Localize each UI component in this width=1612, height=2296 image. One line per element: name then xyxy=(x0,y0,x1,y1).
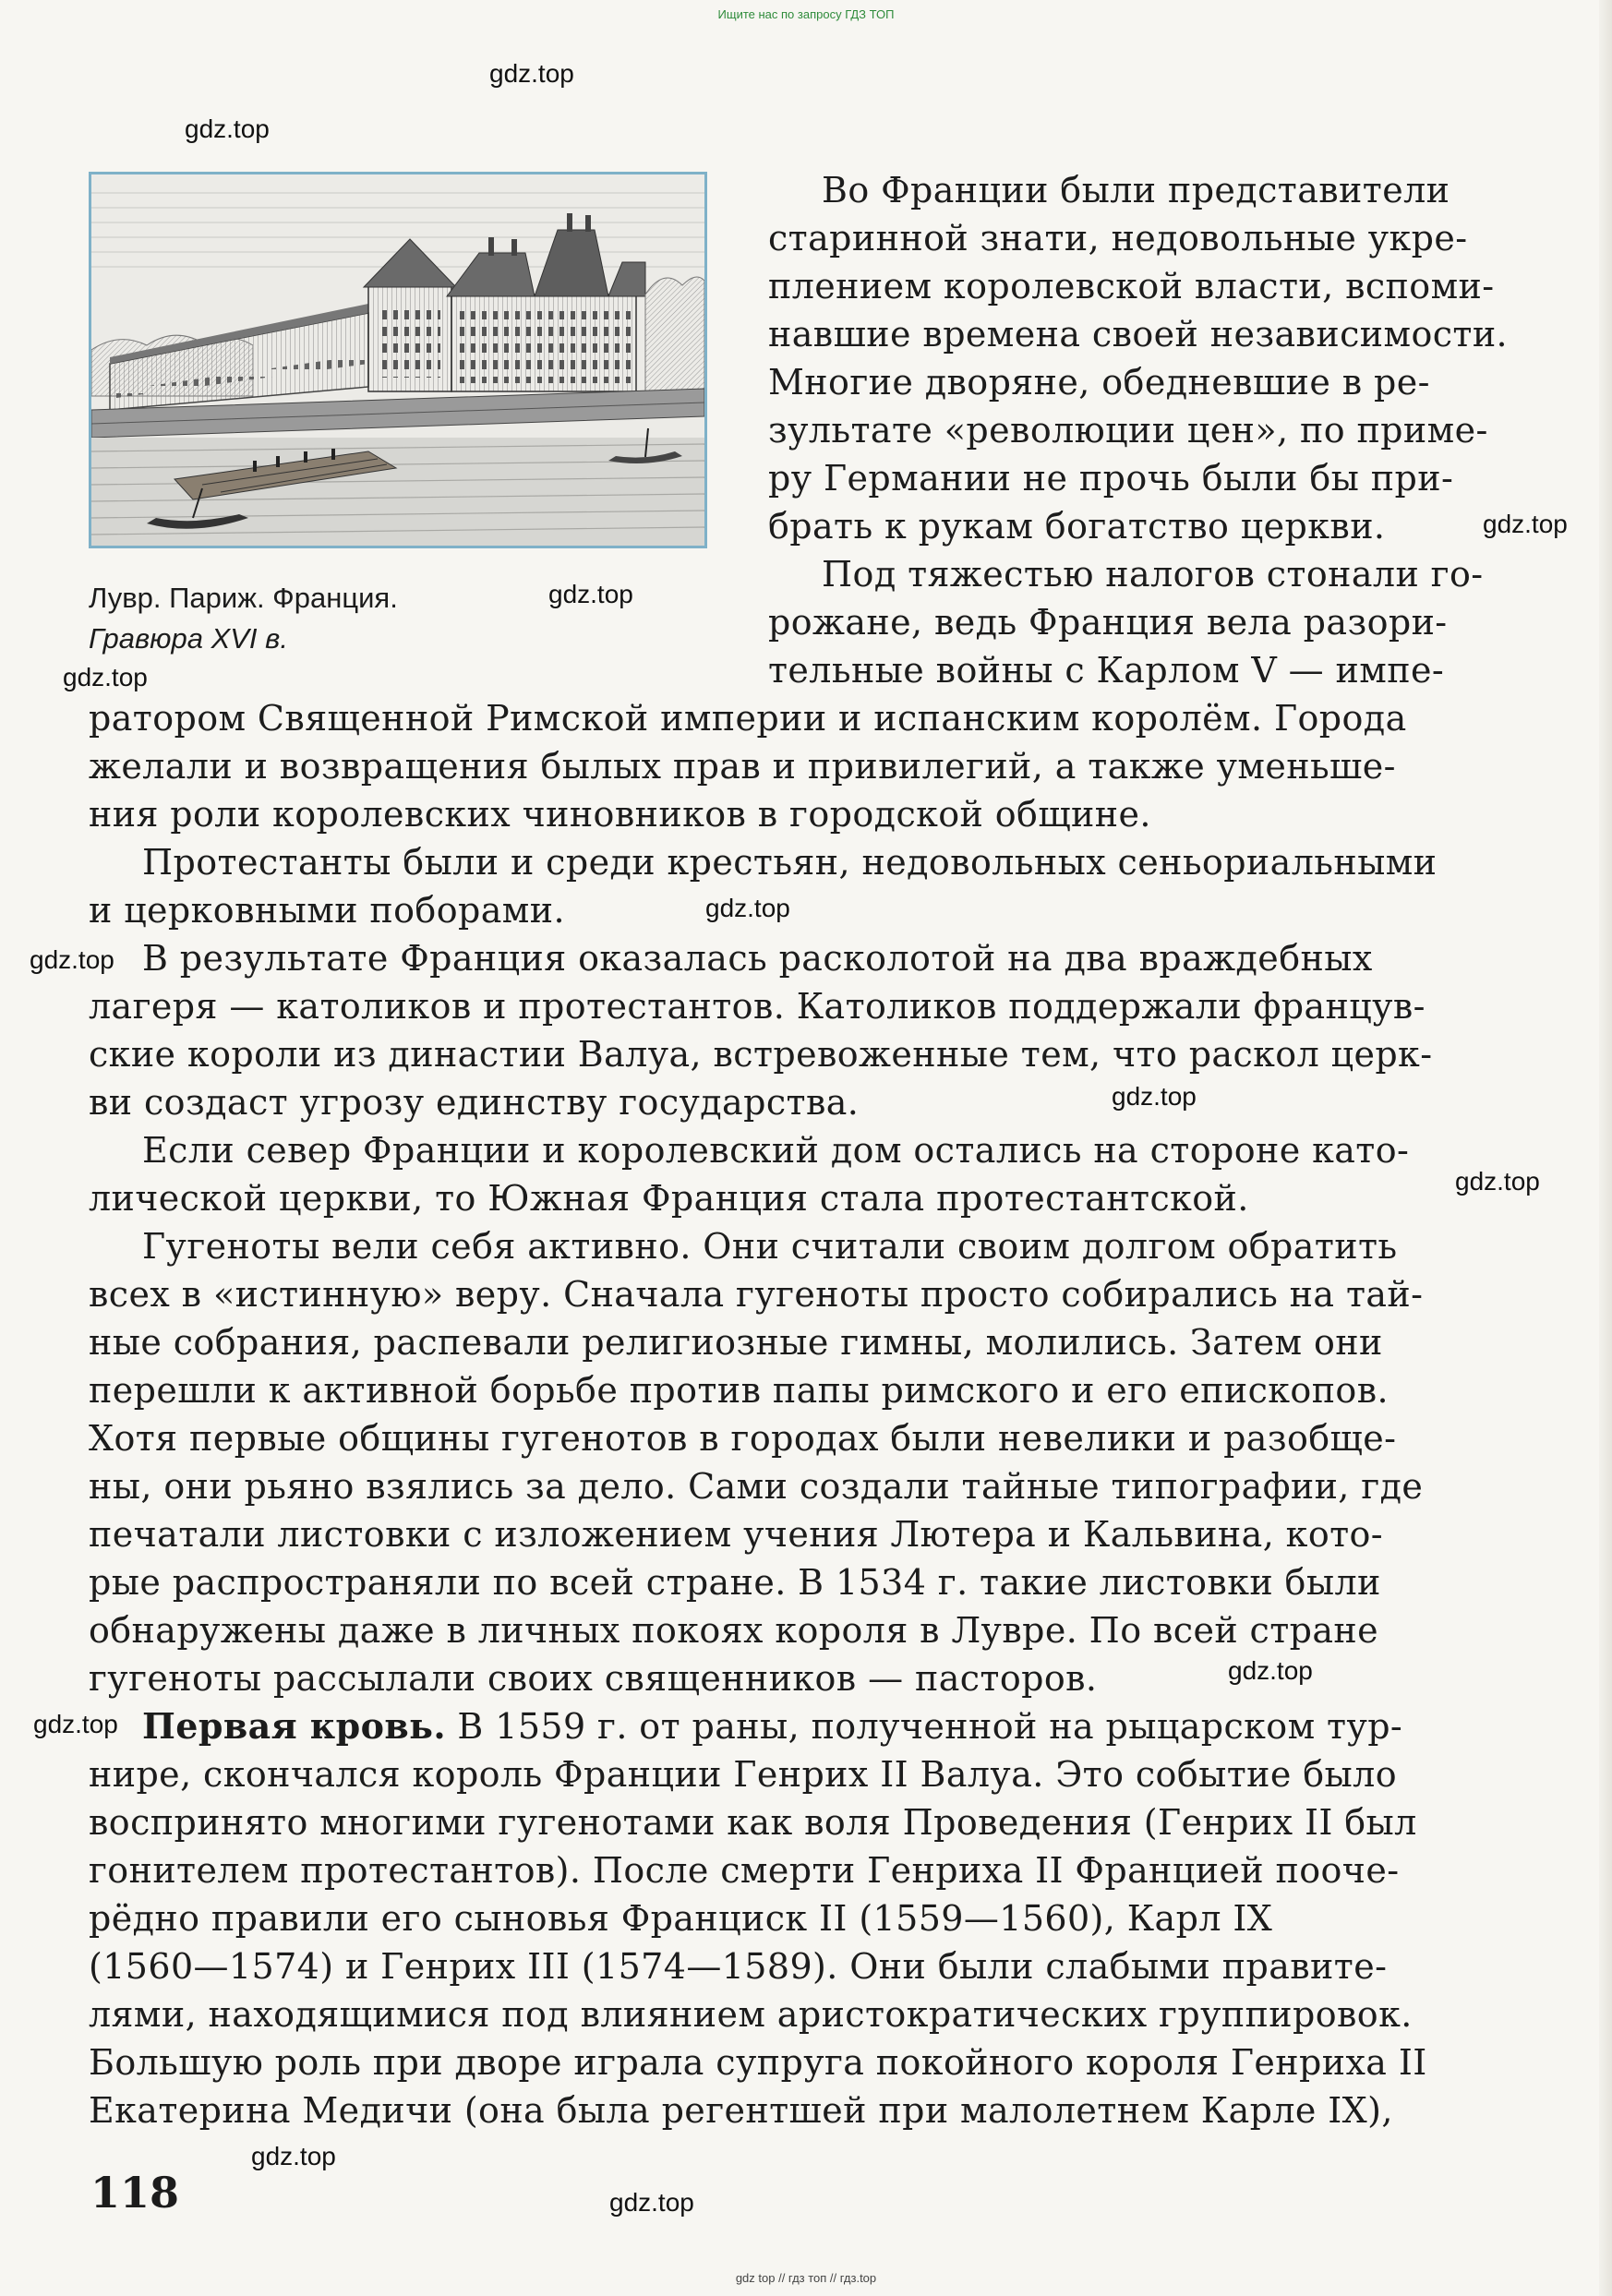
text-line: перешли к активной борьбе против папы римского и его епископов. xyxy=(89,1370,1389,1411)
text-line: Хотя первые общины гугенотов в городах были невелики и разобще- xyxy=(89,1418,1397,1459)
watermark: gdz.top xyxy=(63,663,148,691)
caption-line-1: Лувр. Париж. Франция. xyxy=(89,582,398,614)
text-line: Гугеноты вели себя активно. Они считали своим долгом обратить xyxy=(142,1226,1398,1267)
watermark: gdz.top xyxy=(609,2188,694,2217)
watermark: gdz.top xyxy=(30,945,114,974)
watermark: gdz.top xyxy=(489,59,574,88)
text-line: плением королевской власти, вспоми- xyxy=(768,266,1495,307)
text-line: Екатерина Медичи (она была регентшей при малолетнем Карле IX), xyxy=(89,2090,1393,2131)
text-line: лической церкви, то Южная Франция стала протестантской. xyxy=(89,1178,1249,1219)
text-line: Большую роль при дворе играла супруга покойного короля Генриха II xyxy=(89,2042,1427,2083)
watermark: gdz.top xyxy=(185,114,270,143)
text-line: воспринято многими гугенотами как воля Проведения (Генрих II был xyxy=(89,1802,1417,1843)
text-line: ру Германии не прочь были бы при- xyxy=(768,458,1454,499)
text-line: желали и возвращения былых прав и привилегий, а также уменьше- xyxy=(89,746,1396,787)
text-line: ратором Священной Римской империи и испанским королём. Города xyxy=(89,698,1407,739)
text-line: В результате Франция оказалась расколотой на два враждебных xyxy=(142,938,1373,979)
page-edge-shadow xyxy=(1599,0,1612,2296)
text-line: Во Франции были представители xyxy=(822,170,1450,210)
text-line: рые распространяли по всей стране. В 1534 г. такие листовки были xyxy=(89,1562,1381,1603)
text-line: (1560—1574) и Генрих III (1574—1589). Они были слабыми правите- xyxy=(89,1946,1388,1987)
text-line: тельные войны с Карлом V — импе- xyxy=(768,650,1445,691)
text-line: навшие времена своей независимости. xyxy=(768,314,1509,355)
text-line: ви создаст угрозу единству государства. xyxy=(89,1082,860,1123)
text-line: рожане, ведь Франция вела разори- xyxy=(768,602,1448,643)
top-promo-note: Ищите нас по запросу ГДЗ ТОП xyxy=(717,7,895,21)
text-line: Под тяжестью налогов стонали го- xyxy=(822,554,1484,595)
watermark: gdz.top xyxy=(1228,1656,1313,1685)
text-line: рёдно правили его сыновья Франциск II (1559—1560), Карл IX xyxy=(89,1898,1273,1939)
text-line-rest: В 1559 г. от раны, полученной на рыцарском тур- xyxy=(445,1706,1403,1747)
text-line: гонителем протестантов). После смерти Генриха II Францией пооче- xyxy=(89,1850,1400,1891)
text-line: печатали листовки с изложением учения Лютера и Кальвина, кото- xyxy=(89,1514,1384,1555)
watermark: gdz.top xyxy=(548,580,633,608)
text-line: Многие дворяне, обедневшие в ре- xyxy=(768,362,1430,403)
text-line: обнаружены даже в личных покоях короля в Лувре. По всей стране xyxy=(89,1610,1379,1651)
watermark: gdz.top xyxy=(1483,510,1568,538)
text-line: нире, скончался король Франции Генрих II Валуа. Это событие было xyxy=(89,1754,1397,1795)
text-line: брать к рукам богатство церкви. xyxy=(768,506,1386,547)
text-line: гугеноты рассылали своих священников — пасторов. xyxy=(89,1658,1098,1699)
caption-line-2: Гравюра XVI в. xyxy=(89,622,288,655)
text-line: лагеря — католиков и протестантов. Католиков поддержали францув- xyxy=(89,986,1426,1027)
louvre-engraving xyxy=(89,172,707,548)
text-line: зультате «революции цен», по приме- xyxy=(768,410,1488,451)
text-line: ния роли королевских чиновников в городской общине. xyxy=(89,794,1151,835)
louvre-engraving-drawing xyxy=(91,174,704,546)
text-line: лями, находящимися под влиянием аристократических группировок. xyxy=(89,1994,1413,2035)
watermark: gdz.top xyxy=(251,2142,336,2170)
text-line: всех в «истинную» веру. Сначала гугеноты просто собирались на тай- xyxy=(89,1274,1424,1315)
text-line: Если север Франции и королевский дом остались на стороне като- xyxy=(142,1130,1410,1171)
text-line: ные собрания, распевали религиозные гимны, молились. Затем они xyxy=(89,1322,1383,1363)
text-line: Протестанты были и среди крестьян, недовольных сеньориальными xyxy=(142,842,1438,883)
section-heading: Первая кровь. xyxy=(142,1705,446,1747)
watermark: gdz.top xyxy=(33,1710,118,1738)
text-line: ны, они рьяно взялись за дело. Сами создали тайные типографии, где xyxy=(89,1466,1424,1507)
text-line: ские короли из династии Валуа, встревоженные тем, что раскол церк- xyxy=(89,1034,1433,1075)
page-number: 118 xyxy=(90,2168,180,2218)
text-line xyxy=(142,1702,1402,1750)
figure-caption xyxy=(89,578,398,659)
watermark: gdz.top xyxy=(1455,1167,1540,1196)
watermark: gdz.top xyxy=(1112,1082,1197,1111)
watermark: gdz.top xyxy=(705,894,790,922)
bottom-promo-note: gdz top // гдз топ // гдз.top xyxy=(735,2271,877,2285)
text-line: старинной знати, недовольные укре- xyxy=(768,218,1468,258)
text-line: и церковными поборами. xyxy=(89,890,565,931)
